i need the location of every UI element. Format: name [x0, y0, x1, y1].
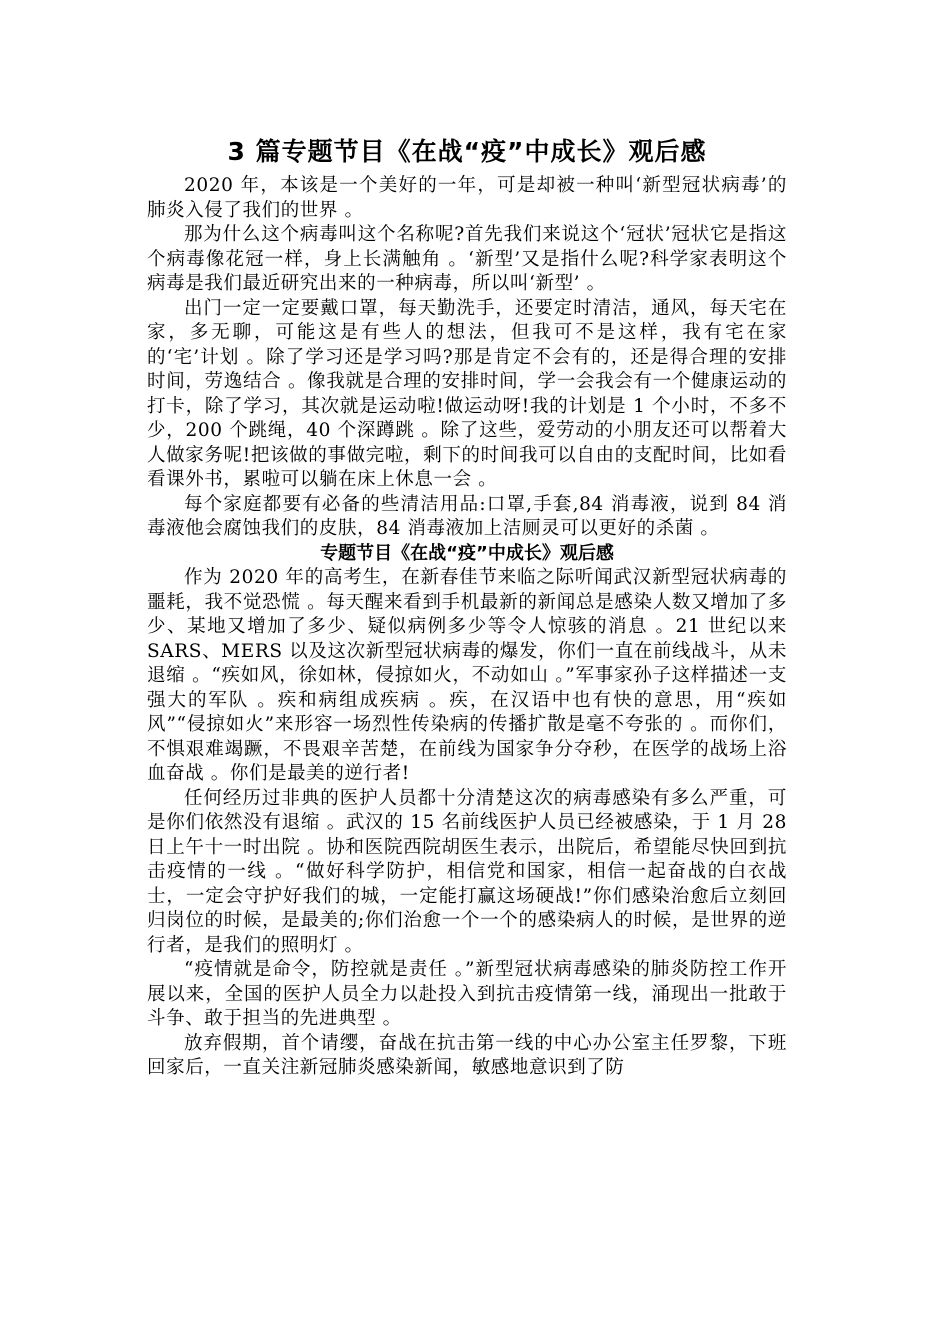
paragraph: 出门一定一定要戴口罩，每天勤洗手，还要定时清洁，通风，每天宅在家，多无聊，可能这是有些人的想法，但我可不是这样，我有宅在家的‘宅’计划 。除了学习还是学习吗?那是肯定不会有的，还是得合理的安排时间，劳逸结合 。像我就是合理的安排时间，学一会我会有一个健康运动的打卡，除了学习，其次就是运动啦!做运动呀!我的计划是 1 个小时，不多不少，200 个跳绳，40 个深蹲跳 。除了这些，爱劳动的小朋友还可以帮着大人做家务呢!把该做的事做完啦，剩下的时间我可以自由的支配时间，比如看看课外书，累啦可以躺在床上休息一会 。 — [147, 297, 787, 490]
document-title: 3 篇专题节目《在战“疫”中成长》观后感 — [227, 137, 707, 166]
paragraph: 任何经历过非典的医护人员都十分清楚这次的病毒感染有多么严重，可是你们依然没有退缩 。武汉的 15 名前线医护人员已经被感染，于 1 月 28 日上午十一时出院 。协和医院西院胡医生表示，出院后，希望能尽快回到抗击疫情的一线 。“做好科学防护，相信党和国家，相信一起奋战的白衣战士，一定会守护好我们的城，一定能打赢这场硬战!”你们感染治愈后立刻回归岗位的时候，是最美的;你们治愈一个一个的感染病人的时候，是世界的逆行者，是我们的照明灯 。 — [147, 787, 787, 956]
paragraph: 每个家庭都要有必备的些清洁用品:口罩,手套,84 消毒液，说到 84 消毒液他会腐蚀我们的皮肤，84 消毒液加上洁厕灵可以更好的杀菌 。 — [147, 493, 787, 539]
paragraph: 那为什么这个病毒叫这个名称呢?首先我们来说这个‘冠状’冠状它是指这个病毒像花冠一样，身上长满触角 。‘新型’又是指什么呢?科学家表明这个病毒是我们最近研究出来的一种病毒，所以叫‘新型’ 。 — [147, 224, 787, 294]
paragraph: 2020 年，本该是一个美好的一年，可是却被一种叫‘新型冠状病毒’的肺炎入侵了我们的世界 。 — [147, 175, 787, 221]
section-title: 专题节目《在战“疫”中成长》观后感 — [320, 542, 614, 564]
paragraph: 放弃假期，首个请缨，奋战在抗击第一线的中心办公室主任罗黎，下班回家后，一直关注新冠肺炎感染新闻，敏感地意识到了防 — [147, 1032, 787, 1078]
document-body — [147, 134, 787, 1081]
paragraph: 作为 2020 年的高考生，在新春佳节来临之际听闻武汉新型冠状病毒的噩耗，我不觉恐慌 。每天醒来看到手机最新的新闻总是感染人数又增加了多少、某地又增加了多少、疑似病例多少等令人惊骇的消息 。21 世纪以来 SARS、MERS 以及这次新型冠状病毒的爆发，你们一直在前线战斗，从未退缩 。“疾如风，徐如林，侵掠如火，不动如山 。”军事家孙子这样描述一支强大的军队 。疾和病组成疾病 。疾，在汉语中也有快的意思，用“疾如风”“侵掠如火”来形容一场烈性传染病的传播扩散是毫不夸张的 。而你们，不惧艰难竭蹶，不畏艰辛苦楚，在前线为国家争分夺秒，在医学的战场上浴血奋战 。你们是最美的逆行者! — [147, 567, 787, 784]
paragraph: “疫情就是命令，防控就是责任 。”新型冠状病毒感染的肺炎防控工作开展以来，全国的医护人员全力以赴投入到抗击疫情第一线，涌现出一批敢于斗争、敢于担当的先进典型 。 — [147, 959, 787, 1029]
